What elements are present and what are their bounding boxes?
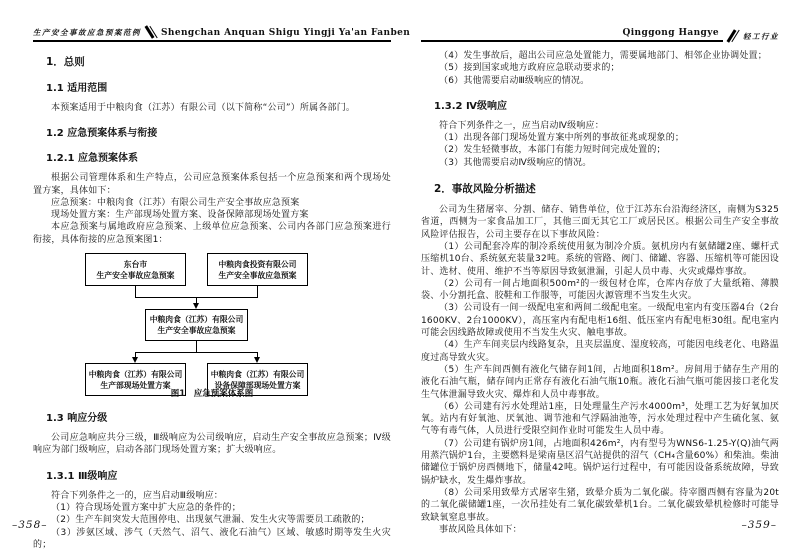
paragraph-scope: 本预案适用于中粮肉食（江苏）有限公司（以下简称“公司”）所属各部门。 — [51, 103, 356, 113]
heading-plan-system-sub: 1.2.1 应急预案体系 — [46, 153, 138, 165]
page-left — [33, 0, 411, 551]
risk-item: （5）生产车间西侧有液化气储存间1间，占地面积18m²。房间用于储存生产用的液化石油气瓶，储存间内正常存有液化石油气瓶10瓶。液化石油气瓶可能因接口老化发生气体泄漏导致火灾、爆炸和人员中毒事故。 — [421, 364, 779, 400]
connector-line — [135, 352, 258, 353]
flow-arrow-down-icon — [254, 357, 260, 363]
risk-item: （3）公司设有一间一级配电室和两间二级配电室。一级配电室内有变压器4台（2台1600KV、2台1000KV），高压室内有配电柜16组、低压室内有配电柜30组。配电室内可能会因线路故障或使用不当发生火灾、触电事故。 — [421, 303, 779, 339]
header-rule — [421, 28, 723, 42]
list-item: （3）其他需要启动Ⅳ级响应的情况。 — [439, 157, 592, 168]
paragraph-level4-intro: 符合下列条件之一，应当启动Ⅳ级响应： — [439, 120, 604, 131]
right-header-section-title: 轻工行业 — [743, 32, 779, 41]
flow-box-text: 生产部现场处置方案 — [100, 380, 171, 390]
risk-item: （7）公司建有锅炉房1间，占地面积426m²，内有型号为WNS6-1.25-Y(Q)油气两用蒸汽锅炉1台，主要燃料是梁南垦区沼气站提供的沼气（CH₄含量60%）和柴油。柴油储罐位于锅炉房西侧地下，储量42吨。锅炉运行过程中，有可能因设备系统故障，导致锅炉缺水，发生爆炸事故。 — [421, 438, 779, 486]
risk-item: （1）公司配套冷库的制冷系统使用氨为制冷介质。氨机房内有氨储罐2座、螺杆式压缩机10台、系统氨充装量32吨。系统的管路、阀门、储罐、容器、压缩机等可能因设计、选材、使用、维护不当等原因导致氨泄漏，引起人员中毒、火灾或爆炸事故。 — [421, 241, 779, 277]
connector-line — [257, 286, 258, 297]
flow-box-text: 中粮肉食（江苏）有限公司 — [149, 315, 244, 325]
risk-item: （2）公司有一间占地面积500m²的一级包材仓库，仓库内存放了大量纸箱、薄膜袋、小分割托盒、胶鞋和工作服等，可能因火源管理不当发生火灾。 — [421, 278, 779, 302]
list-item: （6）其他需要启动Ⅲ级响应的情况。 — [439, 75, 590, 86]
page-right — [421, 0, 779, 536]
list-item: （5）接到国家或地方政府应急联动要求的； — [439, 63, 620, 74]
heading-level4-response: 1.3.2 Ⅳ级响应 — [434, 100, 507, 112]
left-running-header — [33, 26, 411, 42]
list-item: （2）生产车间突发大范围停电、出现氨气泄漏、发生火灾等需要员工疏散的； — [51, 515, 370, 526]
flow-box-text: 生产安全事故应急预案 — [218, 270, 297, 280]
connector-line — [135, 286, 136, 297]
risk-item: （8）公司采用致晕方式屠宰生猪，致晕介质为二氧化碳。待宰圈西侧有容量为20t的二氧化碳储罐1座，一次吊挂处有二氧化碳致晕机1台。二氧化碳致晕机检修时可能导致缺氧窒息事故。 — [421, 487, 779, 523]
list-item: （4）发生事故后，超出公司应急处置能力，需要属地部门、相邻企业协调处置； — [439, 51, 767, 61]
left-header-series-title: 生产安全事故应急预案范例 — [33, 28, 141, 37]
flow-box-text: 东台市 — [123, 259, 148, 269]
list-item: （3）涉氨区域、涉气（天然气、沼气、液化石油气）区域、敏感时期等发生火灾的； — [33, 527, 391, 550]
paragraph-risk-intro: 公司为生猪屠宰、分割、储存、销售单位，位于江苏东台沿海经济区，南侧为S325省道，西侧为一家食品加工厂，其他三面无其它工厂或居民区。根据公司生产安全事故风险评估报告，公司主要存在以下事故风险： — [421, 205, 779, 240]
paragraph-plan-system-3: 现场处置方案：生产部现场处置方案、设备保障部现场处置方案 — [51, 210, 309, 221]
heading-level3-response: 1.3.1 Ⅲ级响应 — [46, 470, 118, 482]
left-header-pinyin-title: Shengchan Anquan Shigu Yingji Ya'an Fanben — [161, 28, 411, 38]
list-item: （1）符合现场处置方案中扩大应急的条件的； — [51, 502, 241, 513]
paragraph-plan-system-2: 应急预案：中粮肉食（江苏）有限公司生产安全事故应急预案 — [51, 197, 300, 208]
right-header-pinyin-title: Qinggong Hangye — [622, 28, 719, 38]
flow-box-company-plan — [145, 309, 248, 341]
list-item: （2）发生轻微事故，本部门有能力短时间完成处置的； — [439, 145, 666, 156]
heading-risk-analysis: 2．事故风险分析描述 — [434, 183, 536, 196]
flow-box-text: 设备保障部现场处置方案 — [214, 380, 301, 390]
flow-box-text: 中粮肉食投资有限公司 — [218, 259, 297, 269]
backslash-ornament-icon — [144, 25, 158, 38]
connector-line — [196, 341, 197, 352]
flow-arrow-down-icon — [193, 303, 199, 309]
flow-box-text: 中粮肉食（江苏）有限公司 — [88, 369, 183, 379]
risk-item: （4）生产车间夹层内线路复杂，且夹层温度、湿度较高，可能因电线老化、电路温度过高导致火灾。 — [421, 340, 779, 363]
page-number-right: –359– — [741, 519, 777, 531]
heading-scope: 1.1 适用范围 — [46, 83, 108, 94]
flow-arrow-down-icon — [132, 357, 138, 363]
paragraph-plan-system-1: 根据公司管理体系和生产特点，公司应急预案体系包括一个应急预案和两个现场处置方案，具体如下： — [33, 173, 391, 196]
flow-box-text: 中粮肉食（江苏）有限公司 — [210, 369, 305, 379]
flow-box-dongtai-city — [85, 253, 186, 286]
paragraph-plan-system-4: 本应急预案与属地政府应急预案、上级单位应急预案、公司内各部门应急预案进行衔接，具体衔接的应急预案图1： — [33, 222, 391, 245]
paragraph-response-grading: 公司应急响应共分三级，Ⅲ级响应为公司级响应，启动生产安全事故应急预案；Ⅳ级响应为部门级响应，启动各部门现场处置方案；扩大级响应。 — [33, 433, 391, 456]
flow-box-investment-company — [207, 253, 308, 286]
emergency-plan-system-flowchart — [33, 251, 391, 399]
flow-box-text: 生产安全事故应急预案 — [96, 270, 175, 280]
heading-plan-system: 1.2 应急预案体系与衔接 — [46, 128, 158, 140]
page-number-left: –358– — [12, 519, 48, 531]
paragraph-risk-end: 事故风险具体如下： — [439, 524, 522, 535]
risk-item: （6）公司建有污水处理站1座，日处理量生产污水4000m³，处理工艺为好氧加厌氧。站内有好氧池、厌氧池、调节池和气浮隔油池等，污水处理过程中产生硫化氢、氨气等有毒气体，人员进行受限空间作业时可能发生人员中毒。 — [421, 401, 779, 437]
paragraph-level3-intro: 符合下列条件之一的，应当启动Ⅲ级响应： — [51, 490, 224, 501]
list-item: （1）出现各部门现场处置方案中所列的事故征兆或现象的； — [439, 133, 685, 144]
heading-response-grading: 1.3 响应分级 — [46, 413, 108, 425]
figure-caption: 图1 应急预案体系图 — [170, 389, 254, 400]
flow-box-text: 生产安全事故应急预案 — [157, 326, 236, 336]
heading-general-provisions: 1．总则 — [46, 56, 85, 68]
right-running-header — [421, 26, 779, 42]
slash-ornament-icon — [726, 29, 740, 42]
